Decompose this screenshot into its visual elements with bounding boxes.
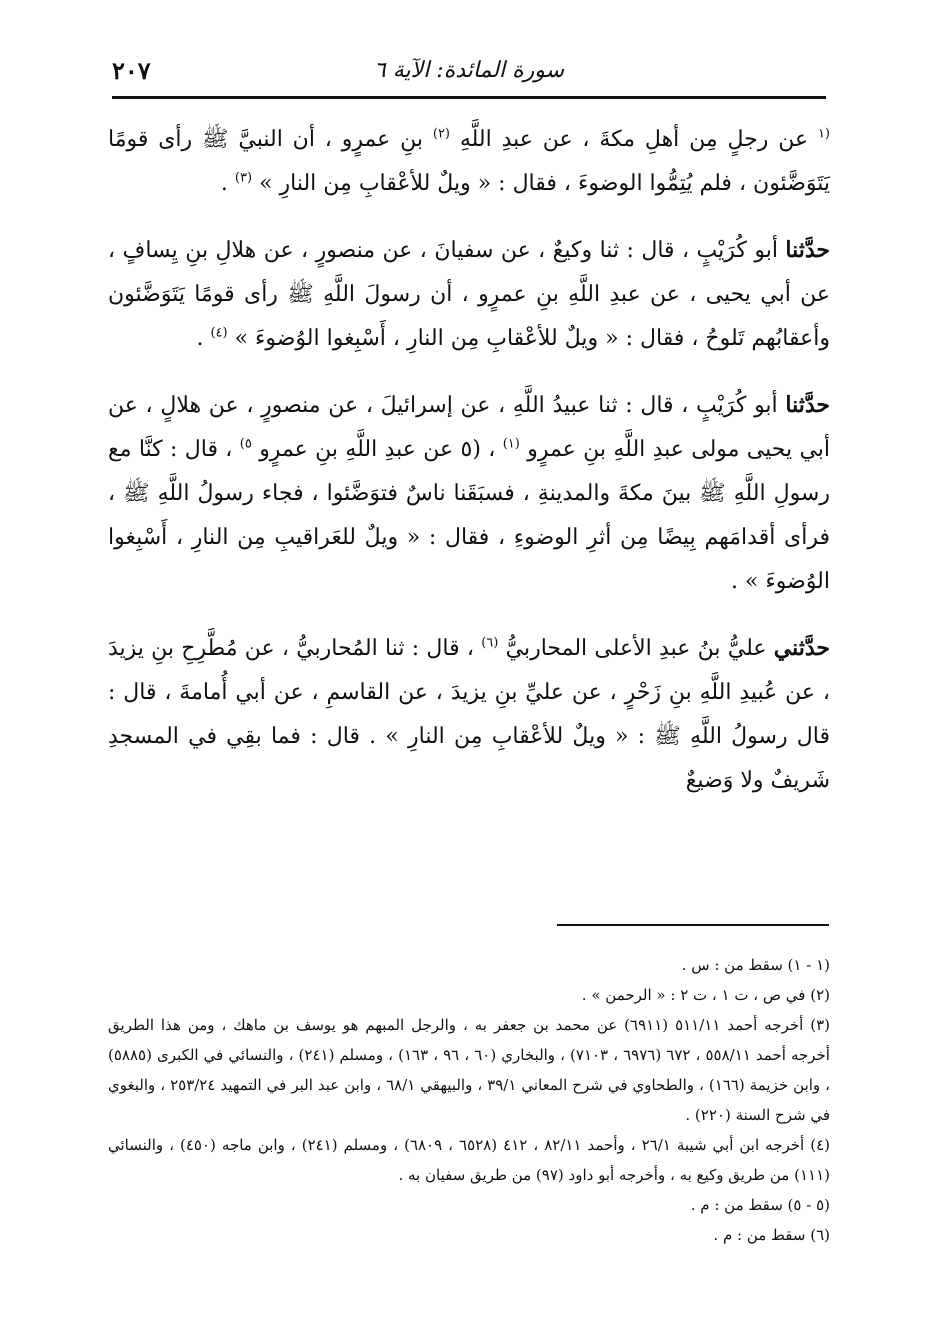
paragraph-text: ، قال : ثنا المُحاربيُّ ، عن مُطَّرِحِ بنِ يزيدَ ، عن عُبيدِ اللَّهِ بنِ زَحْرٍ ، عن عليِّ بنِ يزيدَ ، عن القاسمِ ، عن أبي أُمامةَ ، قال : قال رسولُ اللَّهِ ﷺ : « ويلٌ للأعْقابِ مِن النارِ » . قال : فما بقِي في المسجدِ شَريفٌ ولا وَضيعٌ [108, 636, 830, 793]
footnote: (٢) في ص ، ت ١ ، ت ٢ : « الرحمن » . [581, 986, 830, 1004]
footnote-marker: (١) [502, 436, 520, 452]
running-title: سورة المائدة: الآية ٦ [373, 58, 565, 83]
footnote-marker: (٤) [210, 325, 228, 341]
footnote: (٦) سقط من : م . [713, 1226, 830, 1244]
paragraph [108, 228, 830, 361]
footnotes [108, 950, 830, 1250]
footnote-marker: ٥) [239, 436, 252, 452]
page-number: ٢٠٧ [112, 56, 151, 85]
footnote-marker: (٦) [481, 635, 499, 651]
footnote-marker: (١ [817, 126, 830, 142]
footnote: (٣) أخرجه أحمد ٥١١/١١ (٦٩١١) عن محمد بن جعفر به ، والرجل المبهم هو يوسف بن ماهك ، ومن هذا الطريق أخرجه أحمد ٥٥٨/١١ ، ٦٧٢ (٦٩٧٦ ، ٧١٠٣) ، والبخاري (٦٠ ، ٩٦ ، ١٦٣) ، ومسلم (٢٤١) ، والنسائي في الكبرى (٥٨٨٥) ، وابن خزيمة (١٦٦) ، والطحاوي في شرح المعاني ٣٩/١ ، والبيهقي ٦٨/١ ، وابن عبد البر في التمهيد ٢٥٣/٢٤ ، والبغوي في شرح السنة (٢٢٠) . [108, 1016, 830, 1124]
paragraph-text: بنِ عمرٍو ، أن النبيَّ ﷺ رأى قومًا يَتَوَضَّئون ، فلم يُتِمُّوا الوضوءَ ، فقال : « ويلٌ للأعْقابِ مِن النارِ » [108, 127, 830, 196]
main-text [108, 118, 830, 825]
footnote-marker: (٢) [432, 126, 450, 142]
paragraph-lead: حدَّثني [773, 635, 830, 661]
paragraph-text: أبو كُرَيْبٍ ، قال : ثنا وكيعٌ ، عن سفيانَ ، عن منصورٍ ، عن هلالِ بنِ يِسافٍ ، عن أبي يحيى ، عن عبدِ اللَّهِ بنِ عمرٍو ، أن رسولَ اللَّهِ ﷺ رأى قومًا يَتَوَضَّئون وأعقابُهم تَلوحُ ، فقال : « ويلٌ للأعْقابِ مِن النارِ ، أَسْبِغوا الوُضوءَ » [108, 238, 830, 351]
paragraph-text: أبو كُرَيْبٍ ، قال : ثنا عبيدُ اللَّهِ ، عن إسرائيلَ ، عن منصورٍ ، عن هلالٍ ، عن أبي يحيى مولى عبدِ اللَّهِ بنِ عمرٍو [108, 393, 831, 462]
footnote: (٥ - ٥) سقط من : م . [690, 1196, 830, 1214]
paragraph [108, 118, 830, 206]
paragraph-text: ، قال : كنَّا مع رسولِ اللَّهِ ﷺ بينَ مكةَ والمدينةِ ، فسبَقَنا ناسٌ فتوَضَّئوا ، فجاء رسولُ اللَّهِ ﷺ ، فرأى أقدامَهم بِيضًا مِن أثرِ الوضوءِ ، فقال : « ويلٌ للعَراقيبِ مِن النارِ ، أَسْبِغوا الوُضوءَ » . [108, 437, 830, 594]
paragraph-text: عن رجلٍ مِن أهلِ مكةَ ، عن عبدِ اللَّهِ [459, 127, 809, 152]
footnote-divider [557, 924, 829, 926]
paragraph [108, 626, 830, 803]
paragraph-lead: حدَّثنا [785, 392, 831, 418]
footnote: (٤) أخرجه ابن أبي شيبة ٢٦/١ ، وأحمد ٨٢/١١ ، ٤١٢ (٦٥٢٨ ، ٦٨٠٩) ، ومسلم (٢٤١) ، وابن ماجه (٤٥٠) ، والنسائي (١١١) من طريق وكيع به ، وأخرجه أبو داود (٩٧) من طريق سفيان به . [108, 1136, 830, 1184]
paragraph-text: . [220, 171, 228, 196]
paragraph-text: . [196, 326, 204, 351]
footnote-marker: (٣) [234, 170, 253, 186]
page-header [112, 52, 826, 99]
footnote: (١ - ١) سقط من : س . [681, 956, 830, 974]
paragraph-text: عليُّ بنُ عبدِ الأعلى المحاربيُّ [505, 636, 767, 661]
paragraph-lead: حدَّثنا [785, 237, 831, 263]
paragraph-text: ، (٥ عن عبدِ اللَّهِ بنِ عمرٍو [259, 437, 496, 462]
paragraph [108, 383, 830, 604]
